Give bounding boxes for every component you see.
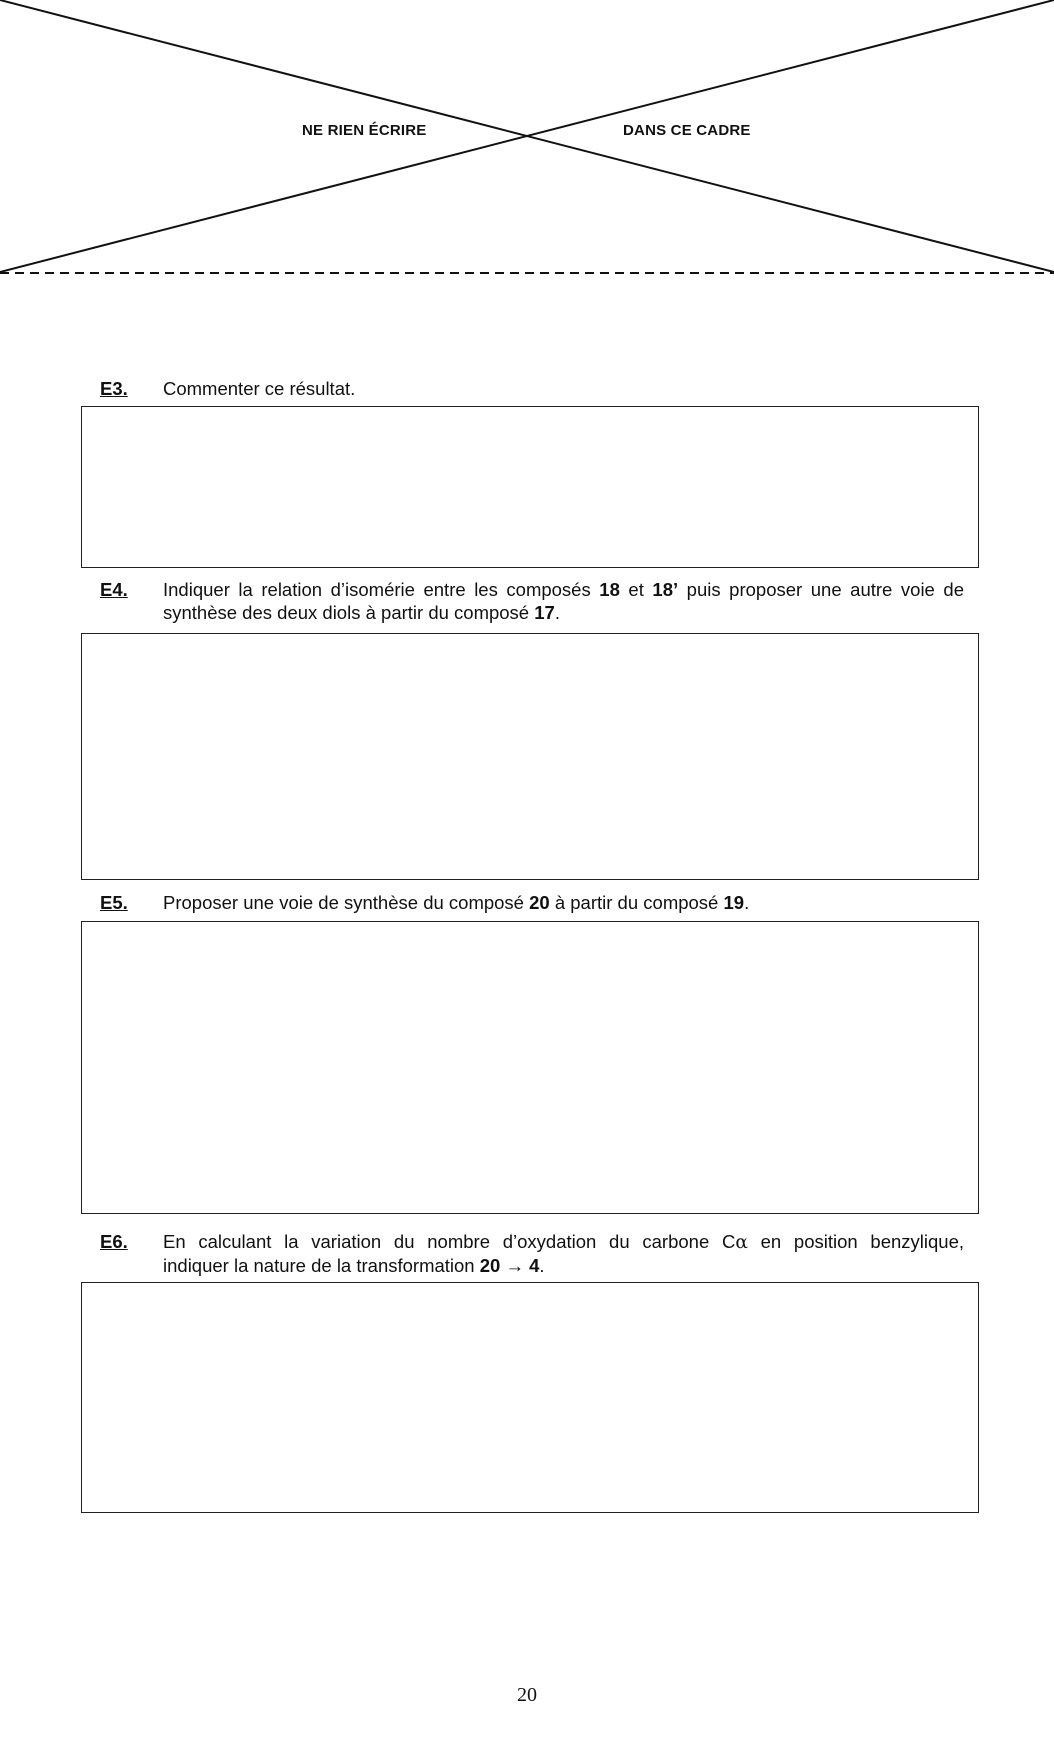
- question-e3: [100, 377, 964, 400]
- question-text: Commenter ce résultat.: [163, 378, 356, 399]
- question-text: En calculant la variation du nombre d’oxydation du carbone Cα en position benzylique, indiquer la nature de la transformation 20 → 4.: [163, 1231, 965, 1276]
- alpha-symbol: α: [735, 1232, 748, 1253]
- question-e6: [100, 1230, 964, 1277]
- question-e5: [100, 891, 964, 914]
- header-right-text: DANS CE CADRE: [623, 122, 751, 139]
- arrow-symbol: →: [500, 1255, 530, 1276]
- question-number: E4.: [100, 579, 128, 600]
- answer-box-e4[interactable]: [81, 633, 979, 880]
- page-number: 20: [517, 1684, 537, 1706]
- question-number: E3.: [100, 378, 128, 399]
- question-number: E6.: [100, 1231, 128, 1252]
- header-left-text: NE RIEN ÉCRIRE: [302, 122, 427, 139]
- question-text: Indiquer la relation d’isomérie entre les composés 18 et 18’ puis proposer une autre voie de synthèse des deux diols à partir du composé 17.: [163, 579, 964, 623]
- answer-box-e5[interactable]: [81, 921, 979, 1214]
- question-e4: [100, 578, 964, 624]
- answer-box-e6[interactable]: [81, 1282, 979, 1513]
- question-number: E5.: [100, 892, 128, 913]
- question-text: Proposer une voie de synthèse du composé 20 à partir du composé 19.: [163, 892, 750, 913]
- answer-box-e3[interactable]: [81, 406, 979, 568]
- crossed-header-frame: [0, 0, 1054, 280]
